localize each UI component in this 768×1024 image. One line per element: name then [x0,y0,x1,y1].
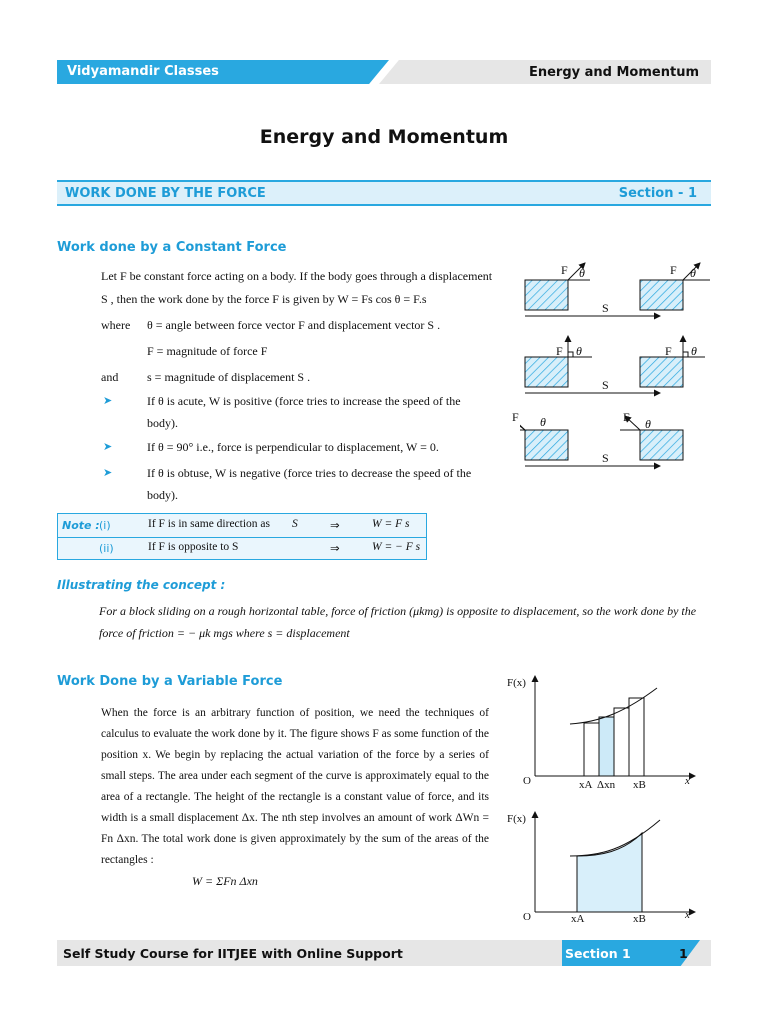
label-theta: θ [579,266,585,280]
header-right-text: Energy and Momentum [528,65,699,80]
where-line: F = magnitude of force F [147,344,268,358]
label-dxn: Δxn [597,779,616,791]
label-S: S [602,451,609,465]
header-left-text: Vidyamandir Classes [67,64,219,79]
page-header [57,60,711,84]
footer-section: Section 1 [565,946,631,961]
bullet-arrow-icon: ➤ [103,467,113,479]
axis-label-fx: F(x) [507,677,526,689]
section-number: Section - 1 [618,186,697,201]
note-num: (i) [99,519,111,532]
axis-label-x: x [685,909,690,921]
note-implies: ⇒ [330,543,340,555]
where-line: s = magnitude of displacement S . [147,370,311,384]
note-num: (ii) [99,542,114,555]
bullet-arrow-icon: ➤ [103,395,113,407]
force-block-diagrams [520,258,715,484]
heading-constant-force: Work done by a Constant Force [57,240,287,255]
note-box [57,513,427,560]
bullet-line: If θ = 90° i.e., force is perpendicular to displacement, W = 0. [147,440,439,454]
label-theta: θ [645,417,651,431]
label-F: F [665,344,672,358]
text-line: S , then the work done by the force F is given by W = Fs cos θ = F.s [101,292,427,306]
origin-label: O [523,911,531,923]
label-F: F [512,410,519,424]
label-F: F [670,263,677,277]
where-line: θ = angle between force vector F and displacement vector S . [147,318,441,332]
note-vector: S [292,518,298,530]
variable-force-text: When the force is an arbitrary function of position, we need the techniques of calculus to evaluate the work done by it. The figure shows F as some function of the position x. We begin by replacing the actual variation of the force by a series of small steps. The area under each segment of the curve is approximately equal to the area of a rectangle. The height of the rectangle is a constant value of force, and its width is a small displacement Δx. The nth step involves an amount of work ΔWn = Fn Δxn. The total work done is given approximately by the sum of the areas of the rectangles : [101,707,489,866]
page-footer [57,940,711,966]
text-line: Let F be constant force acting on a body. If the body goes through a displacement [101,269,493,283]
footer-course-text: Self Study Course for IITJEE with Online Support [63,946,403,961]
and-label: and [101,370,119,384]
label-theta: θ [540,415,546,429]
label-theta: θ [691,344,697,358]
label-F: F [561,263,568,277]
bullet-line: body). [147,416,178,430]
label-S: S [602,301,609,315]
bullet-line: body). [147,488,178,502]
note-label: Note : [62,519,100,532]
origin-label: O [523,775,531,787]
label-xB: xB [633,779,646,791]
note-result: W = − F s [372,541,421,553]
note-condition: If F is opposite to S [148,541,239,553]
label-S: S [602,378,609,392]
section-bar [57,180,711,206]
label-xA: xA [579,779,593,791]
label-theta: θ [576,344,582,358]
sum-formula: W = ΣFn Δxn [192,874,258,888]
label-xB: xB [633,913,646,925]
label-theta: θ [690,266,696,280]
bullet-line: If θ is obtuse, W is negative (force tries to decrease the speed of the [147,466,472,480]
note-condition: If F is in same direction as [148,518,271,530]
axis-label-x: x [685,775,690,787]
bullet-line: If θ is acute, W is positive (force tries to increase the speed of the [147,394,461,408]
label-F: F [556,344,563,358]
illustrating-text: For a block sliding on a rough horizontal table, force of friction (μkmg) is opposite to displacement, so the work done by the force of friction = − μk mgs where s = displacement [99,604,697,640]
label-xA: xA [571,913,585,925]
note-implies: ⇒ [330,520,340,532]
illustrating-heading: Illustrating the concept : [57,578,226,592]
bullet-arrow-icon: ➤ [103,441,113,453]
axis-label-fx: F(x) [507,813,526,825]
variable-force-graphs [505,672,710,927]
label-F: F [623,410,630,424]
page-number: 1 [679,946,688,961]
section-title: WORK DONE BY THE FORCE [65,186,266,201]
heading-variable-force: Work Done by a Variable Force [57,674,283,689]
page-title: Energy and Momentum [259,126,509,148]
where-label: where [101,318,131,332]
note-result: W = F s [372,518,410,530]
